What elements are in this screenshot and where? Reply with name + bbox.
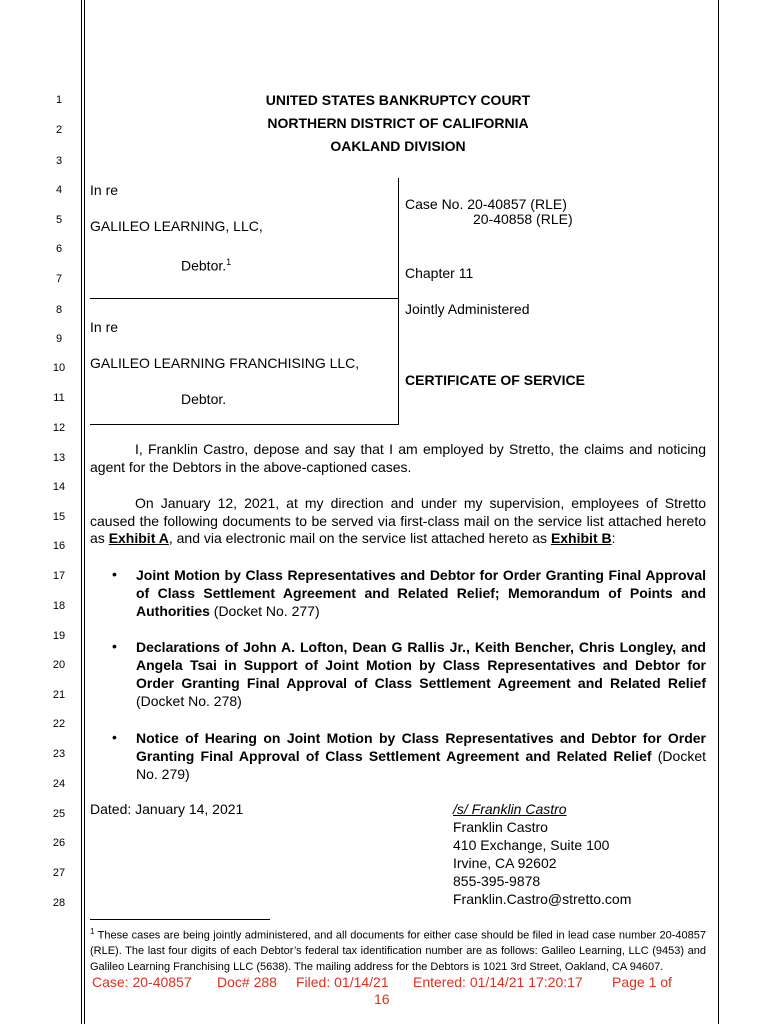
signer-email: Franklin.Castro@stretto.com	[453, 891, 632, 907]
debtor-label: Debtor.$^1$	[181, 257, 232, 274]
served-document-item: Joint Motion by Class Representatives and Debtor for Order Granting Final Approval of Class Settlement Agreement and Related Relief; Memorandum of Points and Authorities (Docket No. 277)	[136, 567, 706, 619]
line-number: 13	[52, 452, 66, 464]
line-number: 11	[53, 392, 65, 404]
stamp-filed-date: Filed: 01/14/21	[296, 974, 389, 990]
line-number: 15	[52, 511, 66, 523]
service-paragraph: On January 12, 2021, at my direction and under my supervision, employees of Stretto caused the following documents to be served via first-class mail on the service list attached hereto as Exhibit A, and via electronic mail on the service list attached hereto as Exhibit B:	[90, 495, 706, 546]
in-re-label: In re	[90, 182, 119, 198]
line-number: 28	[52, 897, 66, 909]
line-number: 22	[52, 718, 66, 730]
division-name: OAKLAND DIVISION	[330, 138, 466, 154]
line-number: 25	[52, 808, 66, 820]
line-number: 14	[52, 481, 66, 493]
line-number: 24	[52, 778, 66, 790]
signer-name: Franklin Castro	[453, 819, 548, 835]
line-number: 23	[52, 748, 66, 760]
footnote-separator	[90, 919, 270, 920]
left-margin-rule-outer	[81, 0, 82, 1024]
stamp-entered-date: Entered: 01/14/21 17:20:17	[413, 974, 583, 990]
chapter-label: Chapter 11	[405, 265, 474, 281]
case-number: Case No. 20-40857 (RLE)	[405, 196, 567, 212]
debtor-label: Debtor.	[181, 391, 227, 407]
debtor-name: GALILEO LEARNING, LLC,	[90, 218, 263, 234]
court-name: UNITED STATES BANKRUPTCY COURT	[265, 92, 531, 108]
signer-address-line2: Irvine, CA 92602	[453, 855, 557, 871]
stamp-page: Page 1 of	[612, 974, 672, 990]
signer-phone: 855-395-9878	[453, 873, 541, 889]
stamp-page-total: 16	[374, 991, 390, 1007]
caption-divider-vertical	[398, 178, 399, 425]
stamp-doc-number: Doc# 288	[217, 974, 277, 990]
line-number: 12	[52, 422, 66, 434]
line-number: 6	[55, 243, 63, 255]
line-number: 9	[55, 333, 63, 345]
line-number: 20	[52, 659, 66, 671]
declaration-paragraph: I, Franklin Castro, depose and say that I am employed by Stretto, the claims and noticing agent for the Debtors in the above-captioned cases.	[90, 441, 706, 475]
document-title: CERTIFICATE OF SERVICE	[405, 372, 585, 388]
jointly-administered-label: Jointly Administered	[405, 301, 530, 317]
footnote-reference: 1	[226, 257, 232, 267]
caption-divider-bottom	[90, 424, 399, 425]
bullet-icon: •	[112, 729, 117, 745]
right-margin-rule	[718, 0, 719, 1024]
in-re-label: In re	[90, 319, 119, 335]
caption-divider-middle	[90, 298, 399, 299]
line-number: 8	[55, 304, 63, 316]
bullet-icon: •	[112, 638, 117, 654]
line-number: 2	[55, 124, 63, 136]
line-number: 3	[55, 155, 63, 167]
served-document-item: Declarations of John A. Lofton, Dean G Rallis Jr., Keith Bencher, Chris Longley, and Angela Tsai in Support of Joint Motion by Class Representatives and Debtor for Order Granting Final Approval of Class Settlement Agreement and Related Relief (Docket No. 278)	[136, 639, 706, 709]
dated-line: Dated: January 14, 2021	[90, 801, 244, 817]
signer-address-line1: 410 Exchange, Suite 100	[453, 837, 610, 853]
served-document-item: Notice of Hearing on Joint Motion by Class Representatives and Debtor for Order Granting Final Approval of Class Settlement Agreement and Related Relief (Docket No. 279)	[136, 730, 706, 782]
stamp-case-number: Case: 20-40857	[92, 974, 192, 990]
district-name: NORTHERN DISTRICT OF CALIFORNIA	[267, 115, 529, 131]
line-number: 4	[55, 184, 63, 196]
exhibit-a-reference: Exhibit A	[108, 530, 169, 546]
exhibit-b-reference: Exhibit B	[550, 530, 612, 546]
line-number: 10	[52, 362, 66, 374]
left-margin-rule-inner	[84, 0, 85, 1024]
electronic-signature: /s/ Franklin Castro	[453, 801, 567, 817]
bullet-icon: •	[112, 566, 117, 582]
line-number: 19	[52, 630, 66, 642]
line-number: 7	[55, 273, 63, 285]
line-number: 1	[55, 94, 63, 106]
line-number: 21	[52, 689, 66, 701]
line-number: 5	[55, 214, 63, 226]
debtor-name: GALILEO LEARNING FRANCHISING LLC,	[90, 355, 360, 371]
footnote: $^1$ These cases are being jointly administered, and all documents for either case should be filed in lead case number 20-40857 (RLE). The last four digits of each Debtor’s federal tax identification number are as follows: Galileo Learning, LLC (9453) and Galileo Learning Franchising LLC (5638). The mailing address for the Debtors is 1021 3rd Street, Oakland, CA 94607.	[90, 927, 706, 973]
line-number: 16	[52, 540, 66, 552]
line-number: 17	[52, 570, 66, 582]
line-number: 26	[52, 837, 66, 849]
line-number: 27	[52, 867, 66, 879]
case-number-secondary: 20-40858 (RLE)	[473, 211, 573, 227]
line-number: 18	[52, 600, 66, 612]
